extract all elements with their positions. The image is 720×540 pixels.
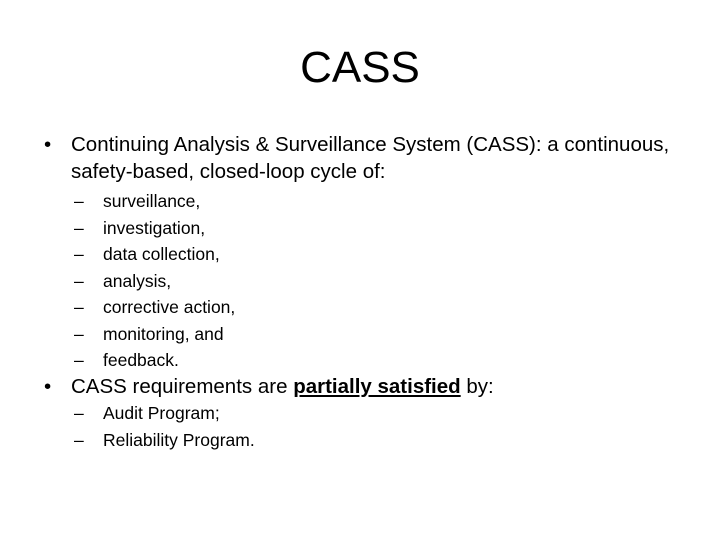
list-item-text: surveillance, — [103, 191, 201, 211]
list-item-text: analysis, — [103, 270, 172, 291]
bullet-text — [71, 373, 684, 400]
dash-marker: – — [74, 244, 84, 264]
list-item — [0, 241, 720, 268]
programs-list — [0, 400, 720, 453]
dash-marker: – — [74, 297, 84, 317]
dash-marker: – — [74, 217, 84, 238]
bullet-text: Continuing Analysis & Surveillance System (CASS): a continuous, safety-based, closed-loop cycle of: — [71, 133, 670, 183]
list-item-text: investigation, — [103, 217, 206, 238]
bullet-item-cass-requirements — [44, 373, 684, 400]
dash-marker: – — [74, 323, 84, 344]
dash-marker: – — [74, 403, 84, 423]
bullet-marker: • — [44, 375, 52, 398]
list-item — [0, 321, 720, 348]
list-item-text: Reliability Program. — [103, 429, 255, 450]
list-item — [0, 215, 720, 242]
list-item-text: feedback. — [103, 350, 179, 370]
list-item — [0, 347, 720, 374]
bullet-text-before: CASS requirements are — [71, 375, 294, 398]
slide-title: CASS — [300, 43, 420, 92]
list-item-text: monitoring, and — [103, 323, 224, 344]
dash-marker: – — [74, 429, 84, 450]
cycle-steps-list — [0, 188, 720, 374]
dash-marker: – — [74, 191, 84, 211]
list-item-text: data collection, — [103, 244, 220, 264]
list-item — [0, 427, 720, 454]
emphasis-text: partially satisfied — [293, 375, 461, 398]
list-item — [0, 268, 720, 295]
list-item — [0, 294, 720, 321]
list-item — [0, 188, 720, 215]
dash-marker: – — [74, 350, 84, 370]
dash-marker: – — [74, 270, 84, 291]
bullet-text-after: by: — [460, 375, 494, 398]
list-item-text: corrective action, — [103, 297, 236, 317]
bullet-marker: • — [44, 133, 52, 156]
list-item-text: Audit Program; — [103, 403, 220, 423]
list-item — [0, 400, 720, 427]
bullet-item-cass-definition — [44, 131, 684, 185]
